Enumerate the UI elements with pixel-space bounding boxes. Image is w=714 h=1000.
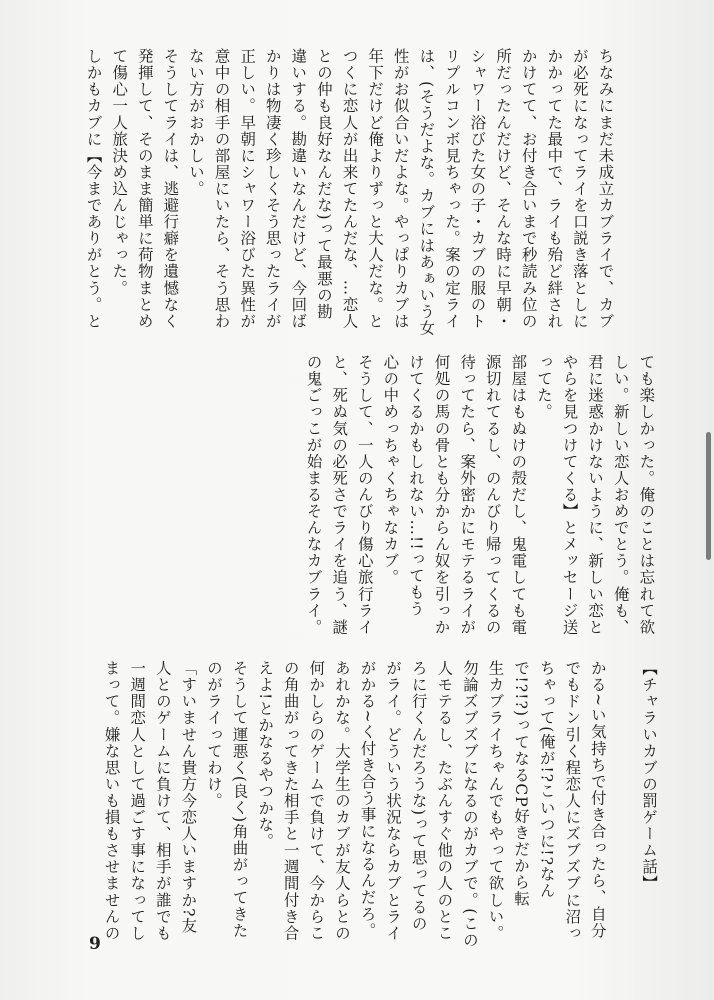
text-block-top-body: ちなみにまだ未成立カブライで、カブ が必死になってライを口説き落としに かかってた最中で、ライも殆ど絆され かけてて、お付き合いまで秒読み位の 所だったんだけど、そんな時に早朝・ シャワー浴びた女の子・カブの服のト リプルコンボ見ちゃった。案の定ライ は、(そうだよな。カブにはあぁいう女 性がお似合いだよな。やっぱりカブは 年下だけど俺よりずっと大人だな。と つくに恋人が出来てたんだな、…恋人 との仲も良好なんだな)って最悪の勘 違いする。勘違いなんだけど、今回ば かりは物凄く珍しくそう思ったライが 正しい。早朝にシャワー浴びた異性が 意中の相手の部屋にいたら、そう思わ ない方がおかしい。 そうしてライは、逃避行癖を遺憾なく 発揮して、そのまま簡単に荷物まとめ て傷心一人旅決め込んじゃった。 しかもカブに【今までありがとう。と — [84, 48, 615, 337]
text-block-middle — [300, 354, 656, 638]
page-number: 9 — [89, 934, 101, 954]
scrollbar[interactable] — [704, 0, 714, 1000]
text-block-top — [80, 48, 630, 338]
text-block-bottom-body: 【チャラいカブの罰ゲーム話】 かる~い気持ちで付き合ったら、自分 でもドン引く程恋人にズブズブに沼っ ちゃって(俺が!?こいつに!?なん で!?!?)ってなるCP好きだから転 生カブライちゃんでもやって欲しい。 勿論ズブズブになるのがカブで。(この 人モテるし、たぶんすぐ他の人のとこ ろに行くんだろうな)って思ってるの がライ。どういう状況ならカブとライ がかる~く付き合う事になるんだろ。 あれかな。大学生のカブが友人らとの 何かしらのゲームで負けて、今からこ の角曲がってきた相手と一週間付き合 えよ!とかなるやつかな。 そうして運悪く(良く)角曲がってきた のがライってわけ。 「すいません貴方今恋人いますか?友 人とのゲームに負けて、相手が誰でも 一週間恋人として過ごす事になってし まって。嫌な思いも損もさせませんの — [102, 660, 659, 949]
text-block-middle-body: ても楽しかった。俺のことは忘れて欲 しい。新しい恋人おめでとう。俺も、 君に迷惑かけないように、新しい恋と やらを見つけてくる】とメッセージ送 ってた。 部屋はもぬけの殻だし、鬼電しても電 源切れてるし、のんびり帰ってくるの 待ってたら、案外密かにモテるライが 何処の馬の骨とも分からん奴を引っか けてくるかもしれない…!!ってもう 心の中めっちゃくちゃなカブ。 そうして、一人のんびり傷心旅行ライ と、死ぬ気の必死さでライを追う、謎 の鬼ごっこが始まるそんなカブライ。 — [304, 354, 656, 636]
scrollbar-thumb[interactable] — [706, 432, 711, 560]
text-block-bottom — [98, 660, 659, 949]
